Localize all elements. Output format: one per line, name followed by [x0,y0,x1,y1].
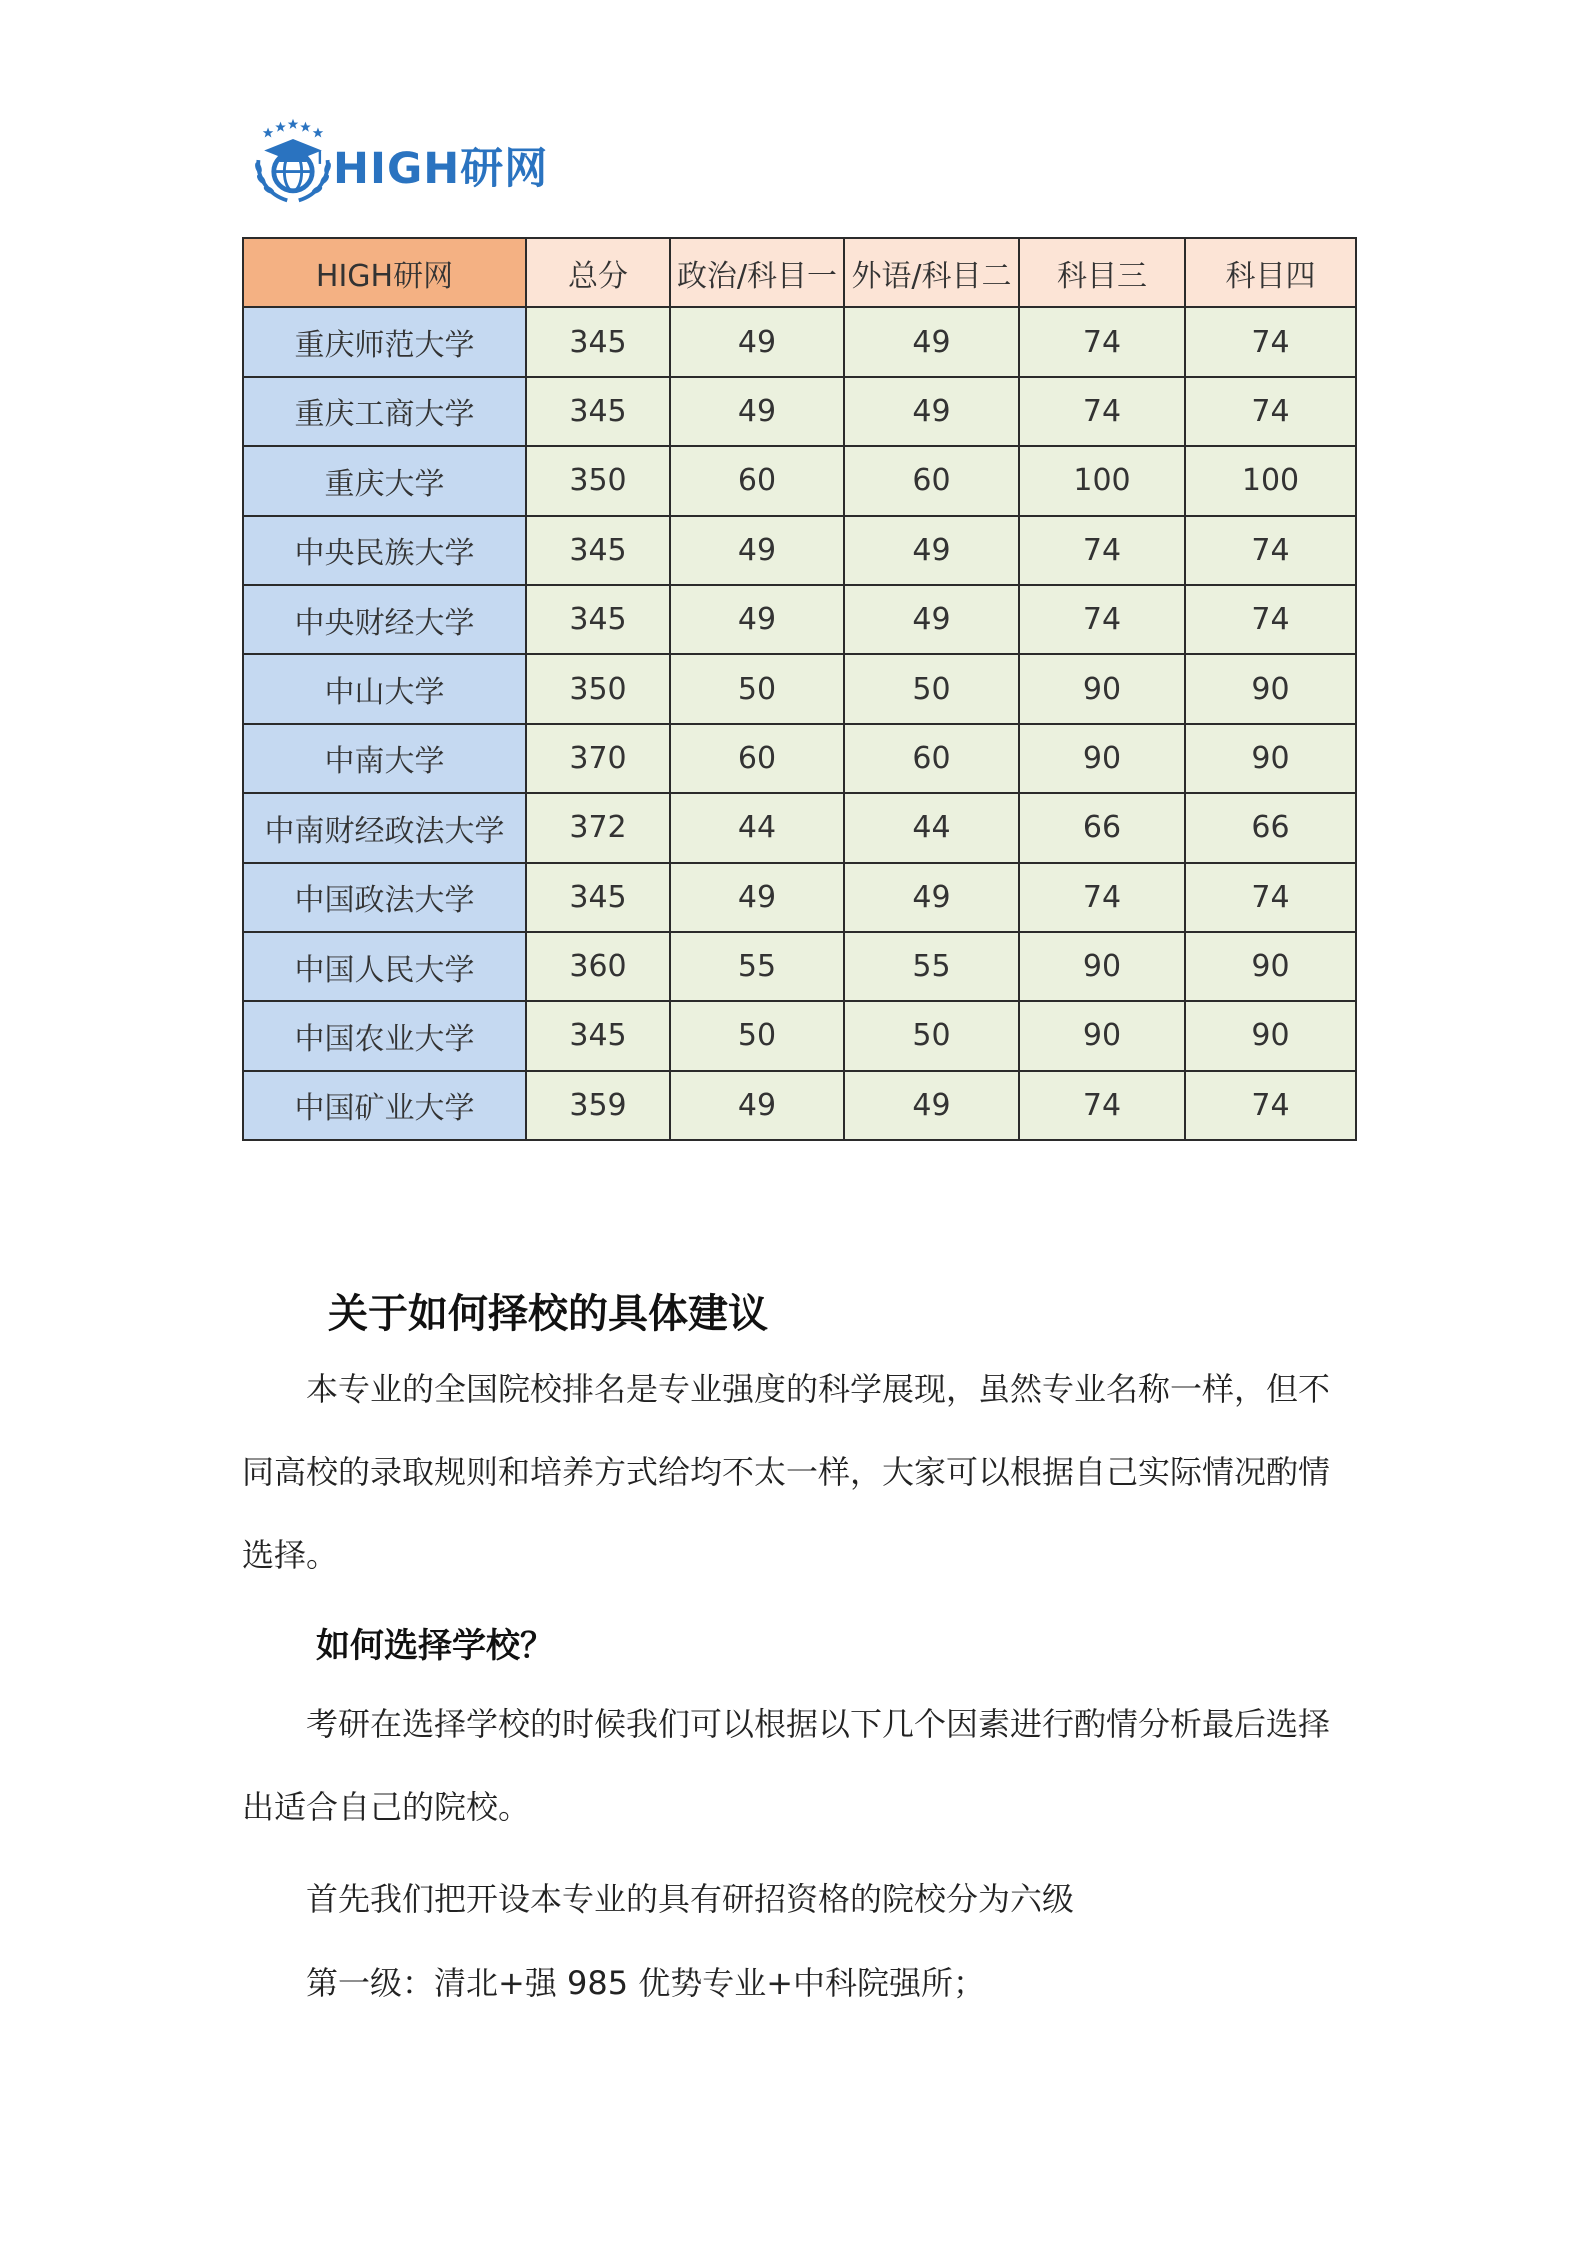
subject2-score: 49 [844,377,1019,446]
header-cell-total: 总分 [526,238,670,307]
subject2-score: 50 [844,1001,1019,1070]
subject1-score: 44 [670,793,844,862]
header-cell-subject4: 科目四 [1185,238,1356,307]
tier-one-line: 第一级：清北+强 985 优势专业+中科院强所； [306,1964,986,2002]
subject2-score: 49 [844,863,1019,932]
school-name: 中南财经政法大学 [243,793,526,862]
subject3-score: 66 [1019,793,1185,862]
subject1-score: 49 [670,516,844,585]
total-score: 350 [526,446,670,515]
total-score: 345 [526,585,670,654]
subject4-score: 90 [1185,932,1356,1001]
table-row [243,1001,1356,1070]
table-row [243,307,1356,376]
school-name: 中国农业大学 [243,1001,526,1070]
subject2-score: 50 [844,654,1019,723]
subject3-score: 100 [1019,446,1185,515]
subject4-score: 74 [1185,1071,1356,1140]
subject2-score: 60 [844,446,1019,515]
graduation-cap-globe-laurel-icon [245,114,341,210]
section-heading: 关于如何择校的具体建议 [328,1291,768,1337]
subject4-score: 74 [1185,516,1356,585]
subject3-score: 74 [1019,863,1185,932]
subject2-score: 49 [844,585,1019,654]
subject3-score: 90 [1019,932,1185,1001]
total-score: 359 [526,1071,670,1140]
subject3-score: 74 [1019,377,1185,446]
subject3-score: 74 [1019,585,1185,654]
subject3-score: 90 [1019,654,1185,723]
table-row [243,654,1356,723]
logo-text: HIGH研网 [333,143,549,194]
subject3-score: 90 [1019,1001,1185,1070]
subject1-score: 49 [670,585,844,654]
tier-intro-line: 首先我们把开设本专业的具有研招资格的院校分为六级 [306,1880,1075,1918]
score-table [242,237,1357,1141]
subject4-score: 74 [1185,585,1356,654]
total-score: 345 [526,377,670,446]
subject1-score: 55 [670,932,844,1001]
school-name: 中山大学 [243,654,526,723]
total-score: 360 [526,932,670,1001]
table-row [243,585,1356,654]
subject4-score: 90 [1185,724,1356,793]
subject1-score: 60 [670,724,844,793]
subject1-score: 50 [670,654,844,723]
section-subheading: 如何选择学校？ [316,1626,554,1666]
subject2-score: 44 [844,793,1019,862]
school-name: 中国矿业大学 [243,1071,526,1140]
total-score: 372 [526,793,670,862]
subject1-score: 49 [670,863,844,932]
school-name: 重庆工商大学 [243,377,526,446]
table-row [243,446,1356,515]
school-name: 重庆大学 [243,446,526,515]
site-logo [245,112,555,212]
header-cell-subject2: 外语/科目二 [844,238,1019,307]
school-name: 中央民族大学 [243,516,526,585]
subject2-score: 55 [844,932,1019,1001]
total-score: 350 [526,654,670,723]
table-row [243,1071,1356,1140]
header-cell-subject3: 科目三 [1019,238,1185,307]
school-name: 中国人民大学 [243,932,526,1001]
total-score: 345 [526,863,670,932]
school-name: 重庆师范大学 [243,307,526,376]
subject3-score: 74 [1019,307,1185,376]
subject3-score: 74 [1019,516,1185,585]
total-score: 345 [526,516,670,585]
table-row [243,377,1356,446]
header-cell-subject1: 政治/科目一 [670,238,844,307]
table-row [243,724,1356,793]
table-row [243,863,1356,932]
subject3-score: 90 [1019,724,1185,793]
header-cell-brand: HIGH研网 [243,238,526,307]
subject1-score: 49 [670,307,844,376]
subject1-score: 50 [670,1001,844,1070]
intro-paragraph: 本专业的全国院校排名是专业强度的科学展现，虽然专业名称一样，但不同高校的录取规则和培养方式给均不太一样，大家可以根据自己实际情况酌情选择。 [242,1370,1331,1574]
school-name: 中国政法大学 [243,863,526,932]
subject3-score: 74 [1019,1071,1185,1140]
subject4-score: 66 [1185,793,1356,862]
table-header-row [243,238,1356,307]
subject2-score: 49 [844,307,1019,376]
school-name: 中南大学 [243,724,526,793]
subject4-score: 90 [1185,654,1356,723]
table-row [243,793,1356,862]
subject4-score: 90 [1185,1001,1356,1070]
subject4-score: 100 [1185,446,1356,515]
subject2-score: 49 [844,1071,1019,1140]
subject1-score: 49 [670,1071,844,1140]
school-name: 中央财经大学 [243,585,526,654]
total-score: 345 [526,1001,670,1070]
total-score: 345 [526,307,670,376]
table-row [243,516,1356,585]
subject4-score: 74 [1185,307,1356,376]
table-row [243,932,1356,1001]
subject2-score: 60 [844,724,1019,793]
subject1-score: 49 [670,377,844,446]
subject2-score: 49 [844,516,1019,585]
total-score: 370 [526,724,670,793]
subject4-score: 74 [1185,863,1356,932]
selection-paragraph: 考研在选择学校的时候我们可以根据以下几个因素进行酌情分析最后选择出适合自己的院校。 [242,1705,1331,1826]
subject4-score: 74 [1185,377,1356,446]
subject1-score: 60 [670,446,844,515]
